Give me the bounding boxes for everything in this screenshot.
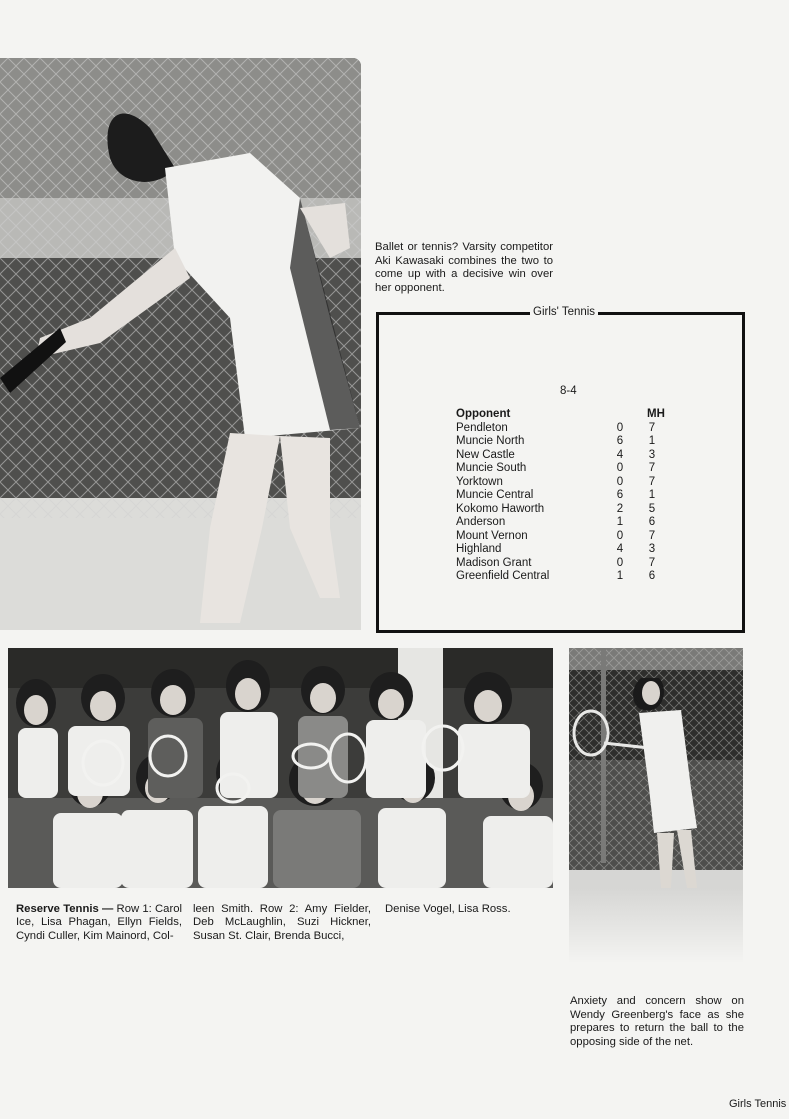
reserve-caption-column-1: [16, 903, 182, 943]
opponent-score: 2: [616, 502, 624, 515]
page-folio: Girls Tennis: [729, 1098, 787, 1110]
opponent-name: Mount Vernon: [456, 529, 528, 542]
season-record: 8-4: [560, 385, 577, 397]
opponent-name: New Castle: [456, 448, 515, 461]
opponent-score: 6: [616, 489, 624, 501]
scorebox-title: Girls' Tennis: [530, 305, 598, 319]
table-row: [456, 435, 696, 449]
mh-score: 6: [648, 570, 656, 582]
opponent-name: Anderson: [456, 516, 506, 528]
table-row: [456, 516, 696, 530]
opponent-name: Muncie North: [456, 435, 525, 447]
mh-score: 7: [648, 475, 656, 488]
mh-score: 1: [648, 435, 656, 447]
table-row: [456, 503, 696, 517]
table-row: [456, 489, 696, 503]
mh-score: 6: [648, 516, 656, 528]
opponent-name: Muncie South: [456, 462, 527, 474]
opponent-score: 0: [616, 475, 624, 488]
opponent-header: Opponent: [456, 408, 511, 420]
opponent-score: 0: [616, 421, 624, 434]
table-row: [456, 557, 696, 571]
opponent-score: 1: [616, 570, 624, 582]
photo-player-aki-kawasaki: [0, 58, 361, 630]
table-row: [456, 570, 696, 584]
table-row: [456, 543, 696, 557]
mh-score: 7: [648, 556, 656, 569]
mh-score: 3: [648, 448, 656, 461]
opponent-score: 0: [616, 462, 624, 474]
opponent-name: Highland: [456, 543, 502, 555]
opponent-score: 4: [616, 448, 624, 461]
mh-score: 3: [648, 543, 656, 555]
opponent-score: 4: [616, 543, 624, 555]
reserve-tennis-heading: Reserve Tennis —: [16, 903, 114, 915]
photo-reserve-tennis-team: [8, 648, 553, 888]
photo-wendy-greenberg-court: [569, 888, 743, 964]
opponent-name: Kokomo Haworth: [456, 502, 545, 515]
opponent-name: Madison Grant: [456, 556, 532, 569]
opponent-score: 6: [616, 435, 624, 447]
table-row: [456, 449, 696, 463]
girls-tennis-scorebox: [376, 306, 745, 633]
table-row: [456, 462, 696, 476]
mh-header: MH: [647, 408, 665, 420]
opponent-name: Muncie Central: [456, 489, 534, 501]
reserve-caption-column-3: Denise Vogel, Lisa Ross.: [385, 903, 511, 915]
reserve-caption-text-1: Row 1: Carol Ice, Lisa Phagan, Ellyn Fields, Cyndi Culler, Kim Mainord, Col-: [16, 903, 182, 942]
opponent-score: 0: [616, 529, 624, 542]
reserve-caption-column-2: leen Smith. Row 2: Amy Fielder, Deb McLaughlin, Suzi Hickner, Susan St. Clair, Brenda Bucci,: [193, 903, 371, 942]
mh-score: 7: [648, 421, 656, 434]
mh-score: 1: [648, 489, 656, 501]
mh-score: 7: [648, 529, 656, 542]
score-table-header: [456, 408, 696, 422]
table-row: [456, 422, 696, 436]
mh-score: 7: [648, 462, 656, 474]
mh-score: 5: [648, 502, 656, 515]
score-table: [456, 408, 696, 584]
table-row: [456, 476, 696, 490]
table-row: [456, 530, 696, 544]
opponent-name: Greenfield Central: [456, 570, 550, 582]
opponent-score: 0: [616, 556, 624, 569]
opponent-name: Yorktown: [456, 475, 503, 488]
caption-wendy-greenberg: Anxiety and concern show on Wendy Greenberg's face as she prepares to return the ball to the opposing side of the net.: [570, 995, 744, 1048]
opponent-name: Pendleton: [456, 421, 508, 434]
photo-wendy-greenberg: [569, 648, 743, 888]
opponent-score: 1: [616, 516, 624, 528]
caption-aki-kawasaki: Ballet or tennis? Varsity competitor Aki Kawasaki combines the two to come up with a decisive win over her opponent.: [375, 241, 553, 294]
